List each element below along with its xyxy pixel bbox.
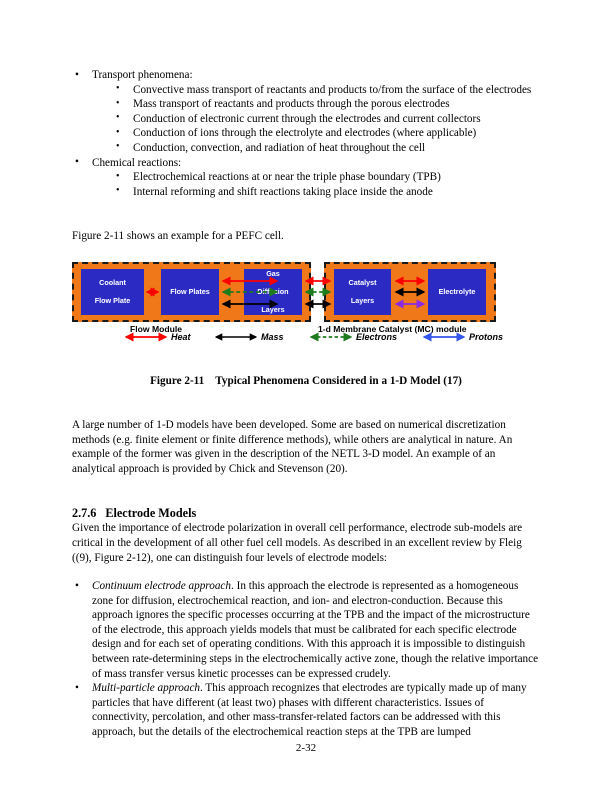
list-item [112, 83, 540, 98]
list-item-text: Conduction of ions through the electrolyte and electrodes (where applicable) [133, 127, 477, 140]
cell-label-line: Layers [350, 296, 375, 306]
cell-electrolyte [428, 269, 486, 315]
cell-label-line: Layers [261, 305, 285, 315]
mc-module-label: 1-d Membrane Catalyst (MC) module [318, 323, 467, 334]
paragraph-after-figure: A large number of 1-D models have been developed. Some are based on numerical discretization methods (e.g. finite element or finite difference methods), while others are analytical in nature. An example of the former was given in the description of the NETL 3-D model. An example of an analytical approach is provided by Chick and Stevenson (20). [72, 418, 513, 475]
list-item [112, 141, 540, 156]
approach-term: Continuum electrode approach [92, 580, 231, 593]
cell-label-line: Flow Plates [170, 287, 210, 297]
electrons-arrow-icon [307, 331, 355, 343]
flow-module-label: Flow Module [130, 323, 183, 334]
cell-label-line: Electrolyte [438, 287, 476, 297]
legend-label-protons: Protons [469, 331, 504, 342]
page-content [72, 68, 540, 740]
cell-catalyst-layers [334, 269, 391, 315]
electrode-approaches-list [72, 579, 540, 740]
chemical-heading-text: Chemical reactions: [92, 156, 182, 169]
approach-body: . This approach recognizes that electrodes are typically made up of many particles that have different (at least two) phases with different characteristics. Issues of connectivity, percolation, and other mass-transfer-related factors can be addressed with this approach, but the details of the electrochemical reaction steps at the TPB are lumped [92, 682, 527, 739]
phenomena-list [72, 68, 540, 199]
figure-caption [72, 374, 540, 388]
figure-2-11 [72, 262, 540, 388]
legend-item-mass [212, 330, 284, 344]
diagram-canvas [72, 262, 540, 344]
transport-sublist-wrap [112, 83, 540, 156]
legend-label-heat: Heat [171, 331, 191, 342]
legend-item-protons [420, 330, 503, 344]
list-item [112, 185, 540, 200]
list-item [112, 126, 540, 141]
approach-body: . In this approach the electrode is represented as a homogeneous zone for diffusion, electrochemical reaction, and ion- and electron-conduction. Because this approach ignores the specific processes occurring at the TPB and the impact of the microstructure of the electrode, this approach yields models that must be calibrated for each specific electrode design and for each set of operating conditions. With this approach it is impossible to distinguish between rate-determining steps in the electrochemically active zone, though the relative importance of mass transfer versus kinetic processes can be expressed crudely. [92, 580, 539, 680]
approach-term: Multi-particle approach [92, 682, 201, 695]
chemical-sublist-wrap [112, 170, 540, 199]
list-item-text: Convective mass transport of reactants and products to/from the surface of the electrodes [133, 83, 532, 96]
mass-arrow-icon [212, 331, 260, 343]
figure-intro-paragraph: Figure 2-11 shows an example for a PEFC cell. [72, 230, 284, 243]
list-item [72, 681, 540, 739]
diagram-legend [72, 330, 540, 344]
cell-label-line: Flow Plate [94, 296, 131, 306]
section-number: 2.7.6 [72, 506, 97, 521]
figure-caption-text: Typical Phenomena Considered in a 1-D Model (17) [215, 374, 462, 387]
list-item-text: Conduction, convection, and radiation of heat throughout the cell [133, 141, 426, 154]
protons-arrow-icon [420, 331, 468, 343]
cell-gas-diffusion-layers [244, 269, 302, 315]
cell-label-line: Coolant [99, 278, 126, 288]
list-item-transport-heading [72, 68, 540, 156]
list-item-text: Internal reforming and shift reactions taking place inside the anode [133, 185, 433, 198]
cell-label-line: Gas [266, 269, 280, 279]
cell-flow-plates [161, 269, 219, 315]
heat-arrow-icon [122, 331, 170, 343]
cell-coolant-flow-plate [81, 269, 144, 315]
transport-sublist [112, 83, 540, 156]
cell-label-line: Diffusion [257, 287, 289, 297]
chemical-sublist [112, 170, 540, 199]
list-item-text: Electrochemical reactions at or near the triple phase boundary (TPB) [133, 171, 441, 184]
list-item [112, 112, 540, 127]
legend-item-electrons [307, 330, 397, 344]
list-item [112, 97, 540, 112]
cell-label-line: Catalyst [348, 278, 377, 288]
legend-label-mass: Mass [261, 331, 284, 342]
section-title: Electrode Models [105, 506, 197, 521]
list-item-text: Mass transport of reactants and products through the porous electrodes [133, 98, 450, 111]
legend-item-heat [122, 330, 191, 344]
list-item-chemical-heading [72, 156, 540, 200]
list-item-text: Conduction of electronic current through the electrodes and current collectors [133, 112, 481, 125]
legend-label-electrons: Electrons [356, 331, 398, 342]
page-number: 2-32 [295, 742, 317, 754]
paragraph-electrode-intro: Given the importance of electrode polarization in overall cell performance, electrode sub-models are critical in the development of all other fuel cell models. As described in an excellent review by Fleig ((9), Figure 2-12), one can distinguish four levels of electrode models: [72, 522, 523, 564]
section-heading [72, 506, 540, 521]
list-item [112, 170, 540, 185]
figure-caption-number: Figure 2-11 [150, 374, 205, 387]
list-item [72, 579, 540, 681]
transport-heading-text: Transport phenomena: [92, 69, 193, 81]
page-footer [0, 742, 612, 755]
